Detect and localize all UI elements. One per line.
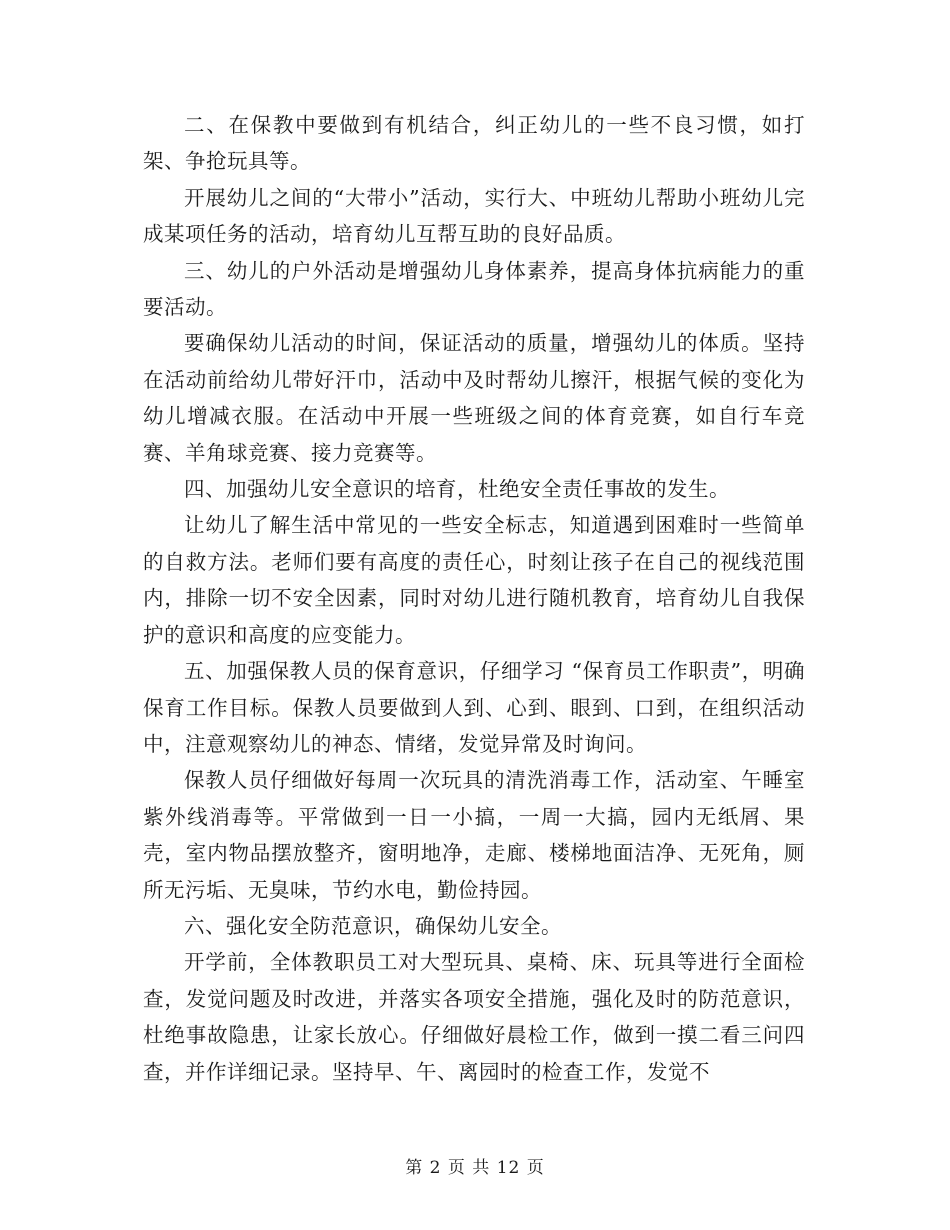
document-body [143,107,805,1090]
paragraph-9: 六、强化安全防范意识，确保幼儿安全。 [184,913,562,938]
page-number-footer: 第 2 页 共 12 页 [405,1158,545,1178]
paragraph-10: 开学前，全体教职员工对大型玩具、桌椅、床、玩具等进行全面检查，发觉问题及时改进，并落实各项安全措施，强化及时的防范意识，杜绝事故隐患，让家长放心。仔细做好晨检工作，做到一摸二看三问四查，并作详细记录。坚持早、午、离园时的检查工作，发觉不 [143,950,805,1084]
paragraph-8: 保教人员仔细做好每周一次玩具的清洗消毒工作，活动室、午睡室紫外线消毒等。平常做到一日一小搞，一周一大搞，园内无纸屑、果壳，室内物品摆放整齐，窗明地净，走廊、楼梯地面洁净、无死角，厕所无污垢、无臭味，节约水电，勤俭持园。 [143,768,805,902]
paragraph-3: 三、幼儿的户外活动是增强幼儿身体素养，提高身体抗病能力的重要活动。 [143,258,805,320]
paragraph-6: 让幼儿了解生活中常见的一些安全标志，知道遇到困难时一些简单的自救方法。老师们要有高度的责任心，时刻让孩子在自己的视线范围内，排除一切不安全因素，同时对幼儿进行随机教育，培育幼儿自我保护的意识和高度的应变能力。 [143,513,805,647]
paragraph-5: 四、加强幼儿安全意识的培育，杜绝安全责任事故的发生。 [184,477,730,502]
paragraph-2: 开展幼儿之间的“大带小”活动，实行大、中班幼儿帮助小班幼儿完成某项任务的活动，培育幼儿互帮互助的良好品质。 [143,185,805,247]
paragraph-7: 五、加强保教人员的保育意识，仔细学习 “保育员工作职责”，明确保育工作目标。保教人员要做到人到、心到、眼到、口到，在组织活动中，注意观察幼儿的神态、情绪，发觉异常及时询问。 [143,659,805,756]
paragraph-1: 二、在保教中要做到有机结合，纠正幼儿的一些不良习惯，如打架、争抢玩具等。 [143,113,805,174]
paragraph-4: 要确保幼儿活动的时间，保证活动的质量，增强幼儿的体质。坚持在活动前给幼儿带好汗巾，活动中及时帮幼儿擦汗，根据气候的变化为幼儿增减衣服。在活动中开展一些班级之间的体育竞赛，如自行车竞赛、羊角球竞赛、接力竞赛等。 [143,331,805,465]
